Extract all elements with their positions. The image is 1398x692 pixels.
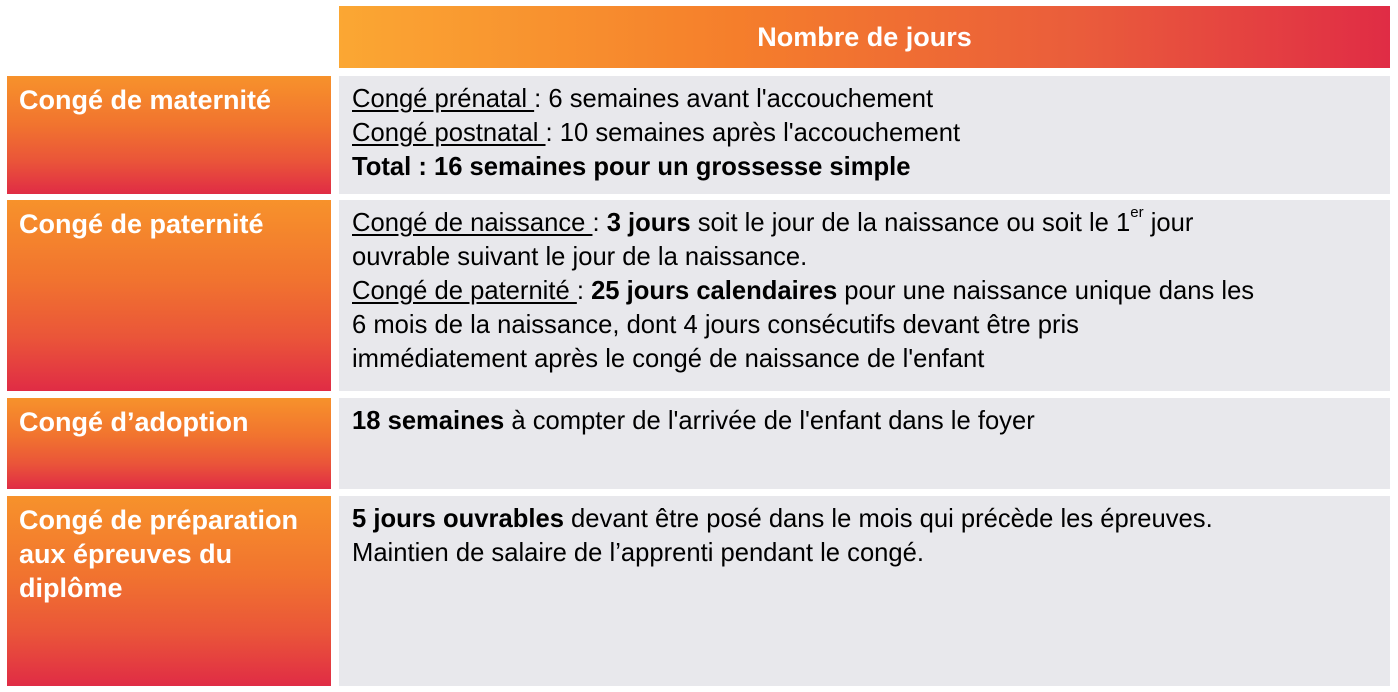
row-content-preparation bbox=[339, 496, 1390, 686]
table-header-days bbox=[339, 6, 1390, 68]
underlined-term: Congé de paternité bbox=[352, 277, 577, 305]
row-label-adoption bbox=[7, 398, 331, 489]
bold-text: 5 jours ouvrables bbox=[352, 505, 564, 533]
bold-text: 18 semaines bbox=[352, 407, 505, 435]
content-line bbox=[352, 502, 1378, 536]
content-line: immédiatement après le congé de naissance de l'enfant bbox=[352, 345, 985, 373]
row-label-preparation bbox=[7, 496, 331, 686]
content-text: : bbox=[576, 277, 592, 305]
content-text: : bbox=[592, 209, 607, 237]
bold-text: 25 jours calendaires bbox=[591, 277, 838, 305]
row-label-maternite bbox=[7, 76, 331, 194]
content-line: ouvrable suivant le jour de la naissance. bbox=[352, 243, 808, 271]
content-text: pour une naissance unique dans les bbox=[837, 277, 1255, 305]
row-label-paternite bbox=[7, 200, 331, 391]
content-line bbox=[352, 82, 1378, 116]
row-label-text: Congé de maternité bbox=[19, 85, 272, 115]
underlined-term: Congé postnatal bbox=[352, 119, 546, 147]
row-label-text: Congé de paternité bbox=[19, 209, 264, 239]
total-line: Total : 16 semaines pour un grossesse simple bbox=[352, 153, 911, 181]
bold-text: 3 jours bbox=[606, 209, 691, 237]
row-label-text: Congé d’adoption bbox=[19, 407, 249, 437]
content-text: à compter de l'arrivée de l'enfant dans le foyer bbox=[504, 407, 1035, 435]
content-text: devant être posé dans le mois qui précède les épreuves. bbox=[563, 505, 1213, 533]
row-content-paternite bbox=[339, 200, 1390, 391]
header-title: Nombre de jours bbox=[757, 21, 972, 52]
content-text: : 10 semaines après l'accouchement bbox=[545, 119, 961, 147]
content-line: Maintien de salaire de l’apprenti pendant le congé. bbox=[352, 539, 924, 567]
content-text: jour bbox=[1143, 209, 1194, 237]
underlined-term: Congé prénatal bbox=[352, 85, 535, 113]
content-line bbox=[352, 274, 1378, 308]
row-content-adoption bbox=[339, 398, 1390, 489]
superscript: er bbox=[1130, 204, 1144, 222]
content-line: 6 mois de la naissance, dont 4 jours consécutifs devant être pris bbox=[352, 311, 1079, 339]
row-label-text: diplôme bbox=[19, 573, 123, 603]
row-label-text: aux épreuves du bbox=[19, 539, 233, 569]
row-content-maternite bbox=[339, 76, 1390, 194]
underlined-term: Congé de naissance bbox=[352, 209, 593, 237]
content-line bbox=[352, 116, 1378, 150]
content-text: : 6 semaines avant l'accouchement bbox=[534, 85, 934, 113]
content-line bbox=[352, 206, 1378, 240]
row-label-text: Congé de préparation bbox=[19, 505, 299, 535]
content-text: soit le jour de la naissance ou soit le 1 bbox=[690, 209, 1131, 237]
content-line bbox=[352, 404, 1378, 438]
